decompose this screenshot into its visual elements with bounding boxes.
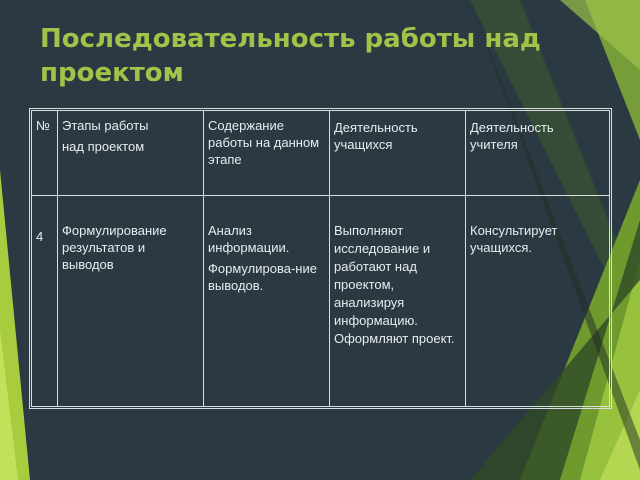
slide-title: Последовательность работы над проектом bbox=[40, 24, 541, 88]
row-students: Выполняют исследование и работают над проектом, анализируя информацию. Оформляют проект. bbox=[330, 196, 466, 406]
row-number: 4 bbox=[32, 196, 58, 406]
row-content-line-1: Анализ информации. bbox=[208, 223, 290, 255]
row-content bbox=[204, 196, 330, 406]
row-teacher: Консультирует учащихся. bbox=[470, 223, 558, 255]
header-stage-line-2: над проектом bbox=[62, 139, 145, 154]
table-row bbox=[32, 196, 609, 406]
header-students: Деятельность учащихся bbox=[330, 111, 466, 196]
header-content: Содержание работы на данном этапе bbox=[204, 111, 330, 196]
header-stage-line-1: Этапы работы bbox=[62, 118, 149, 133]
table-header-row bbox=[32, 111, 609, 196]
header-teacher: Деятельность учителя bbox=[466, 111, 609, 196]
row-stage: Формулирование результатов и выводов bbox=[58, 196, 204, 406]
header-stage bbox=[58, 111, 204, 196]
header-number: № bbox=[32, 111, 58, 196]
project-stages-table bbox=[31, 110, 610, 407]
row-content-line-2: Формулирова-ние выводов. bbox=[208, 261, 317, 293]
